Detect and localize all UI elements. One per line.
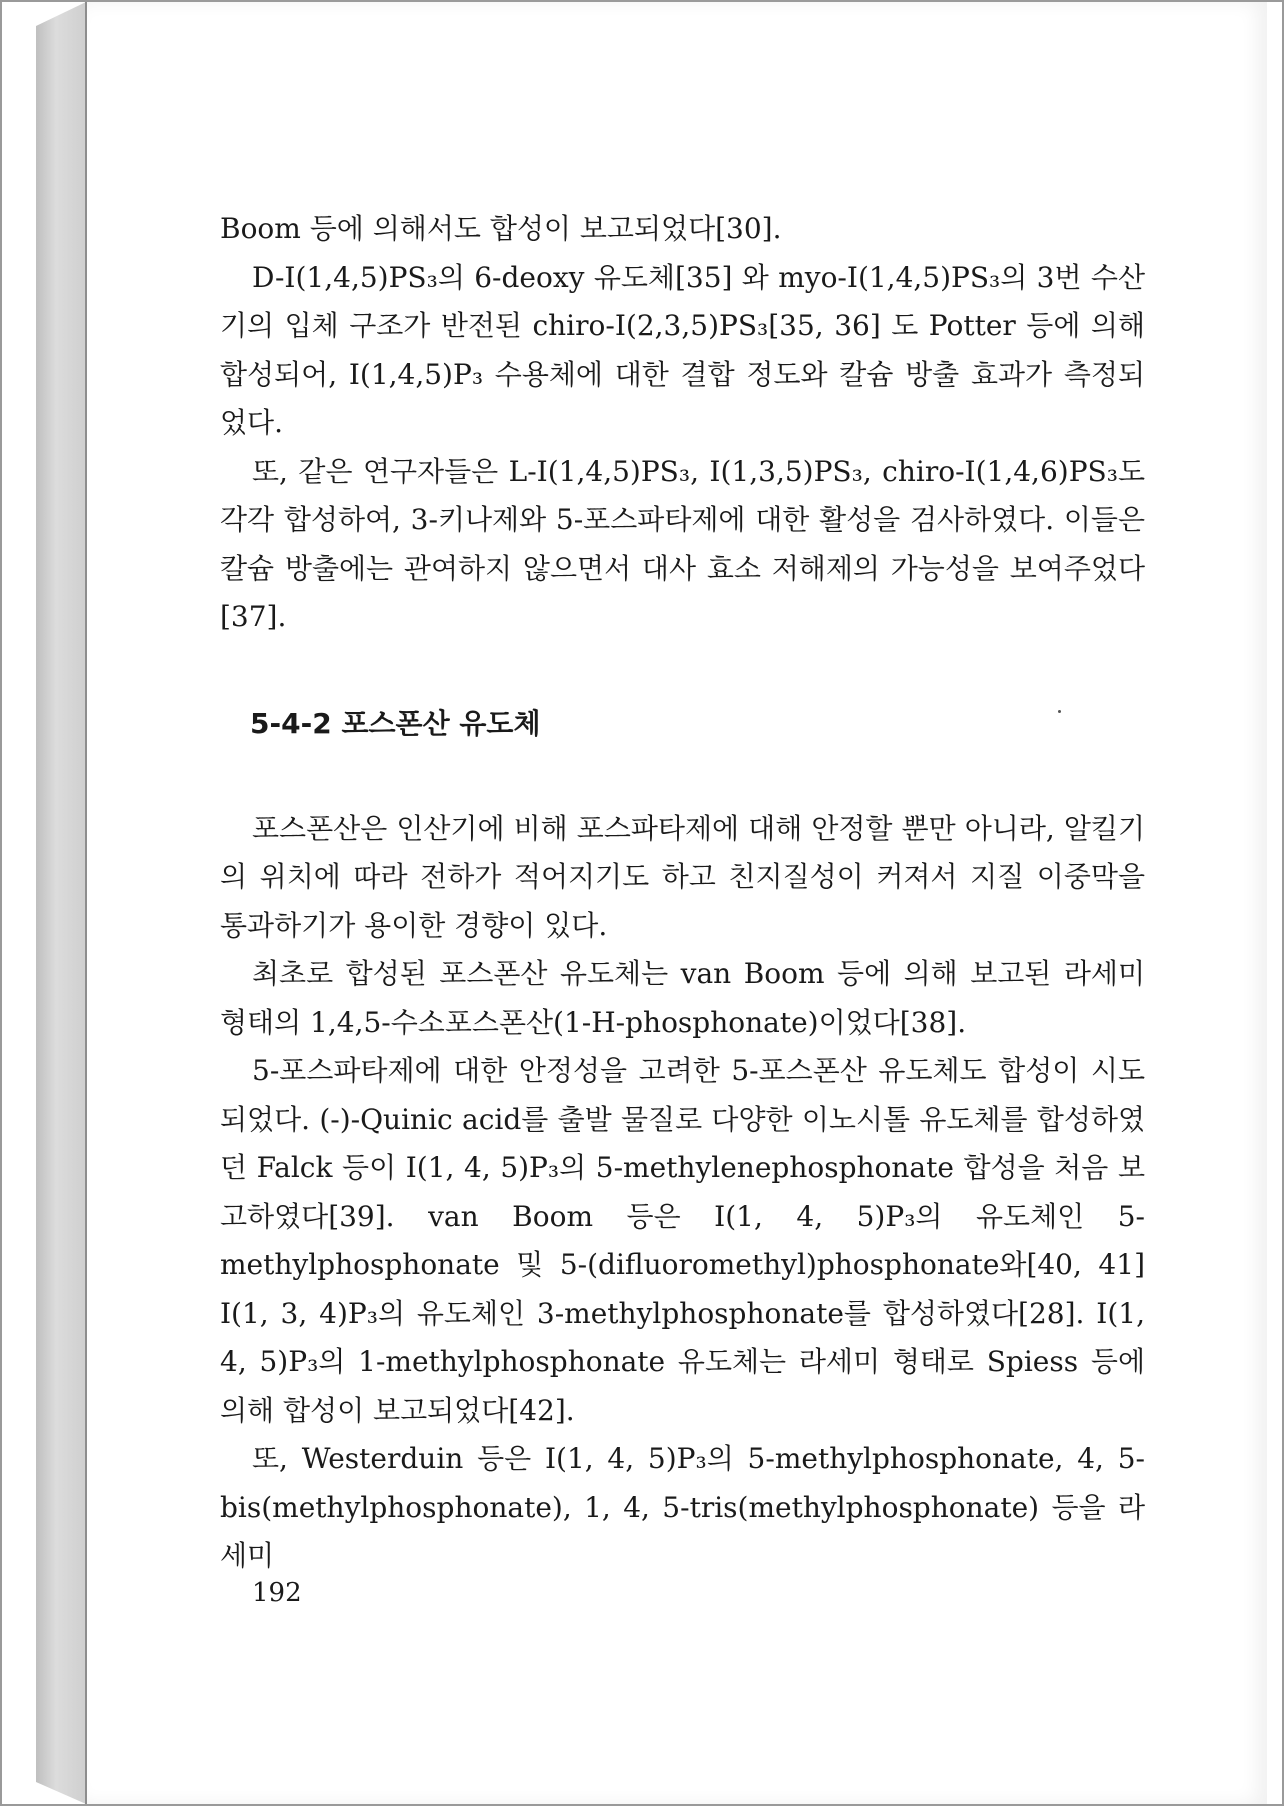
paragraph-phosphonate-intro: 포스폰산은 인산기에 비해 포스파타제에 대해 안정할 뿐만 아니라, 알킬기의 위치에 따라 전하가 적어지기도 하고 친지질성이 커져서 지질 이중막을 통과하기가 용이한 경향이 있다. [220,811,1145,942]
page-body [220,205,1145,1581]
page-number: 192 [252,1578,302,1608]
paragraph-5-phosphatase-stability: 5-포스파타제에 대한 안정성을 고려한 5-포스폰산 유도체도 합성이 시도되었다. (-)-Quinic acid를 출발 물질로 다양한 이노시톨 유도체를 합성하였던 Falck 등이 I(1, 4, 5)P₃의 5-methylenephosphonate 합성을 처음 보고하였다[39]. van Boom 등은 I(1, 4, 5)P₃의 유도체인 5-methylphosphonate 및 5-(difluoromethyl)phosphonate와[40, 41] I(1, 3, 4)P₃의 유도체인 3-methylphosphonate를 합성하였다[28]. I(1, 4, 5)P₃의 1-methylphosphonate 유도체는 라세미 형태로 Spiess 등에 의해 합성이 보고되었다[42]. [220,1054,1145,1427]
print-speck [1058,710,1061,713]
paragraph-first-synthesis: 최초로 합성된 포스폰산 유도체는 van Boom 등에 의해 보고된 라세미 형태의 1,4,5-수소포스폰산(1-H-phosphonate)이었다[38]. [220,957,1145,1039]
book-spine [36,2,86,1804]
paragraph-kinase-activity: 또, 같은 연구자들은 L-I(1,4,5)PS₃, I(1,3,5)PS₃, chiro-I(1,4,6)PS₃도 각각 합성하여, 3-키나제와 5-포스파타제에 대한 활성을 검사하였다. 이들은 칼슘 방출에는 관여하지 않으면서 대사 효소 저해제의 가능성을 보여주었다[37]. [220,454,1145,633]
paragraph-thiophosphate-derivatives: D-I(1,4,5)PS₃의 6-deoxy 유도체[35] 와 myo-I(1,4,5)PS₃의 3번 수산기의 입체 구조가 반전된 chiro-I(2,3,5)PS₃[35, 36] 도 Potter 등에 의해 합성되어, I(1,4,5)P₃ 수용체에 대한 결합 정도와 칼슘 방출 효과가 측정되었다. [220,260,1145,439]
paragraph-westerduin: 또, Westerduin 등은 I(1, 4, 5)P₃의 5-methylphosphonate, 4, 5-bis(methylphosphonate), 1, 4, 5-tris(methylphosphonate) 등을 라세미 [220,1442,1145,1572]
spacer [220,748,1145,805]
section-heading: 5-4-2 포스폰산 유도체 [250,706,541,740]
paragraph-intro-continuation: Boom 등에 의해서도 합성이 보고되었다[30]. [220,212,782,245]
spacer [220,642,1145,700]
